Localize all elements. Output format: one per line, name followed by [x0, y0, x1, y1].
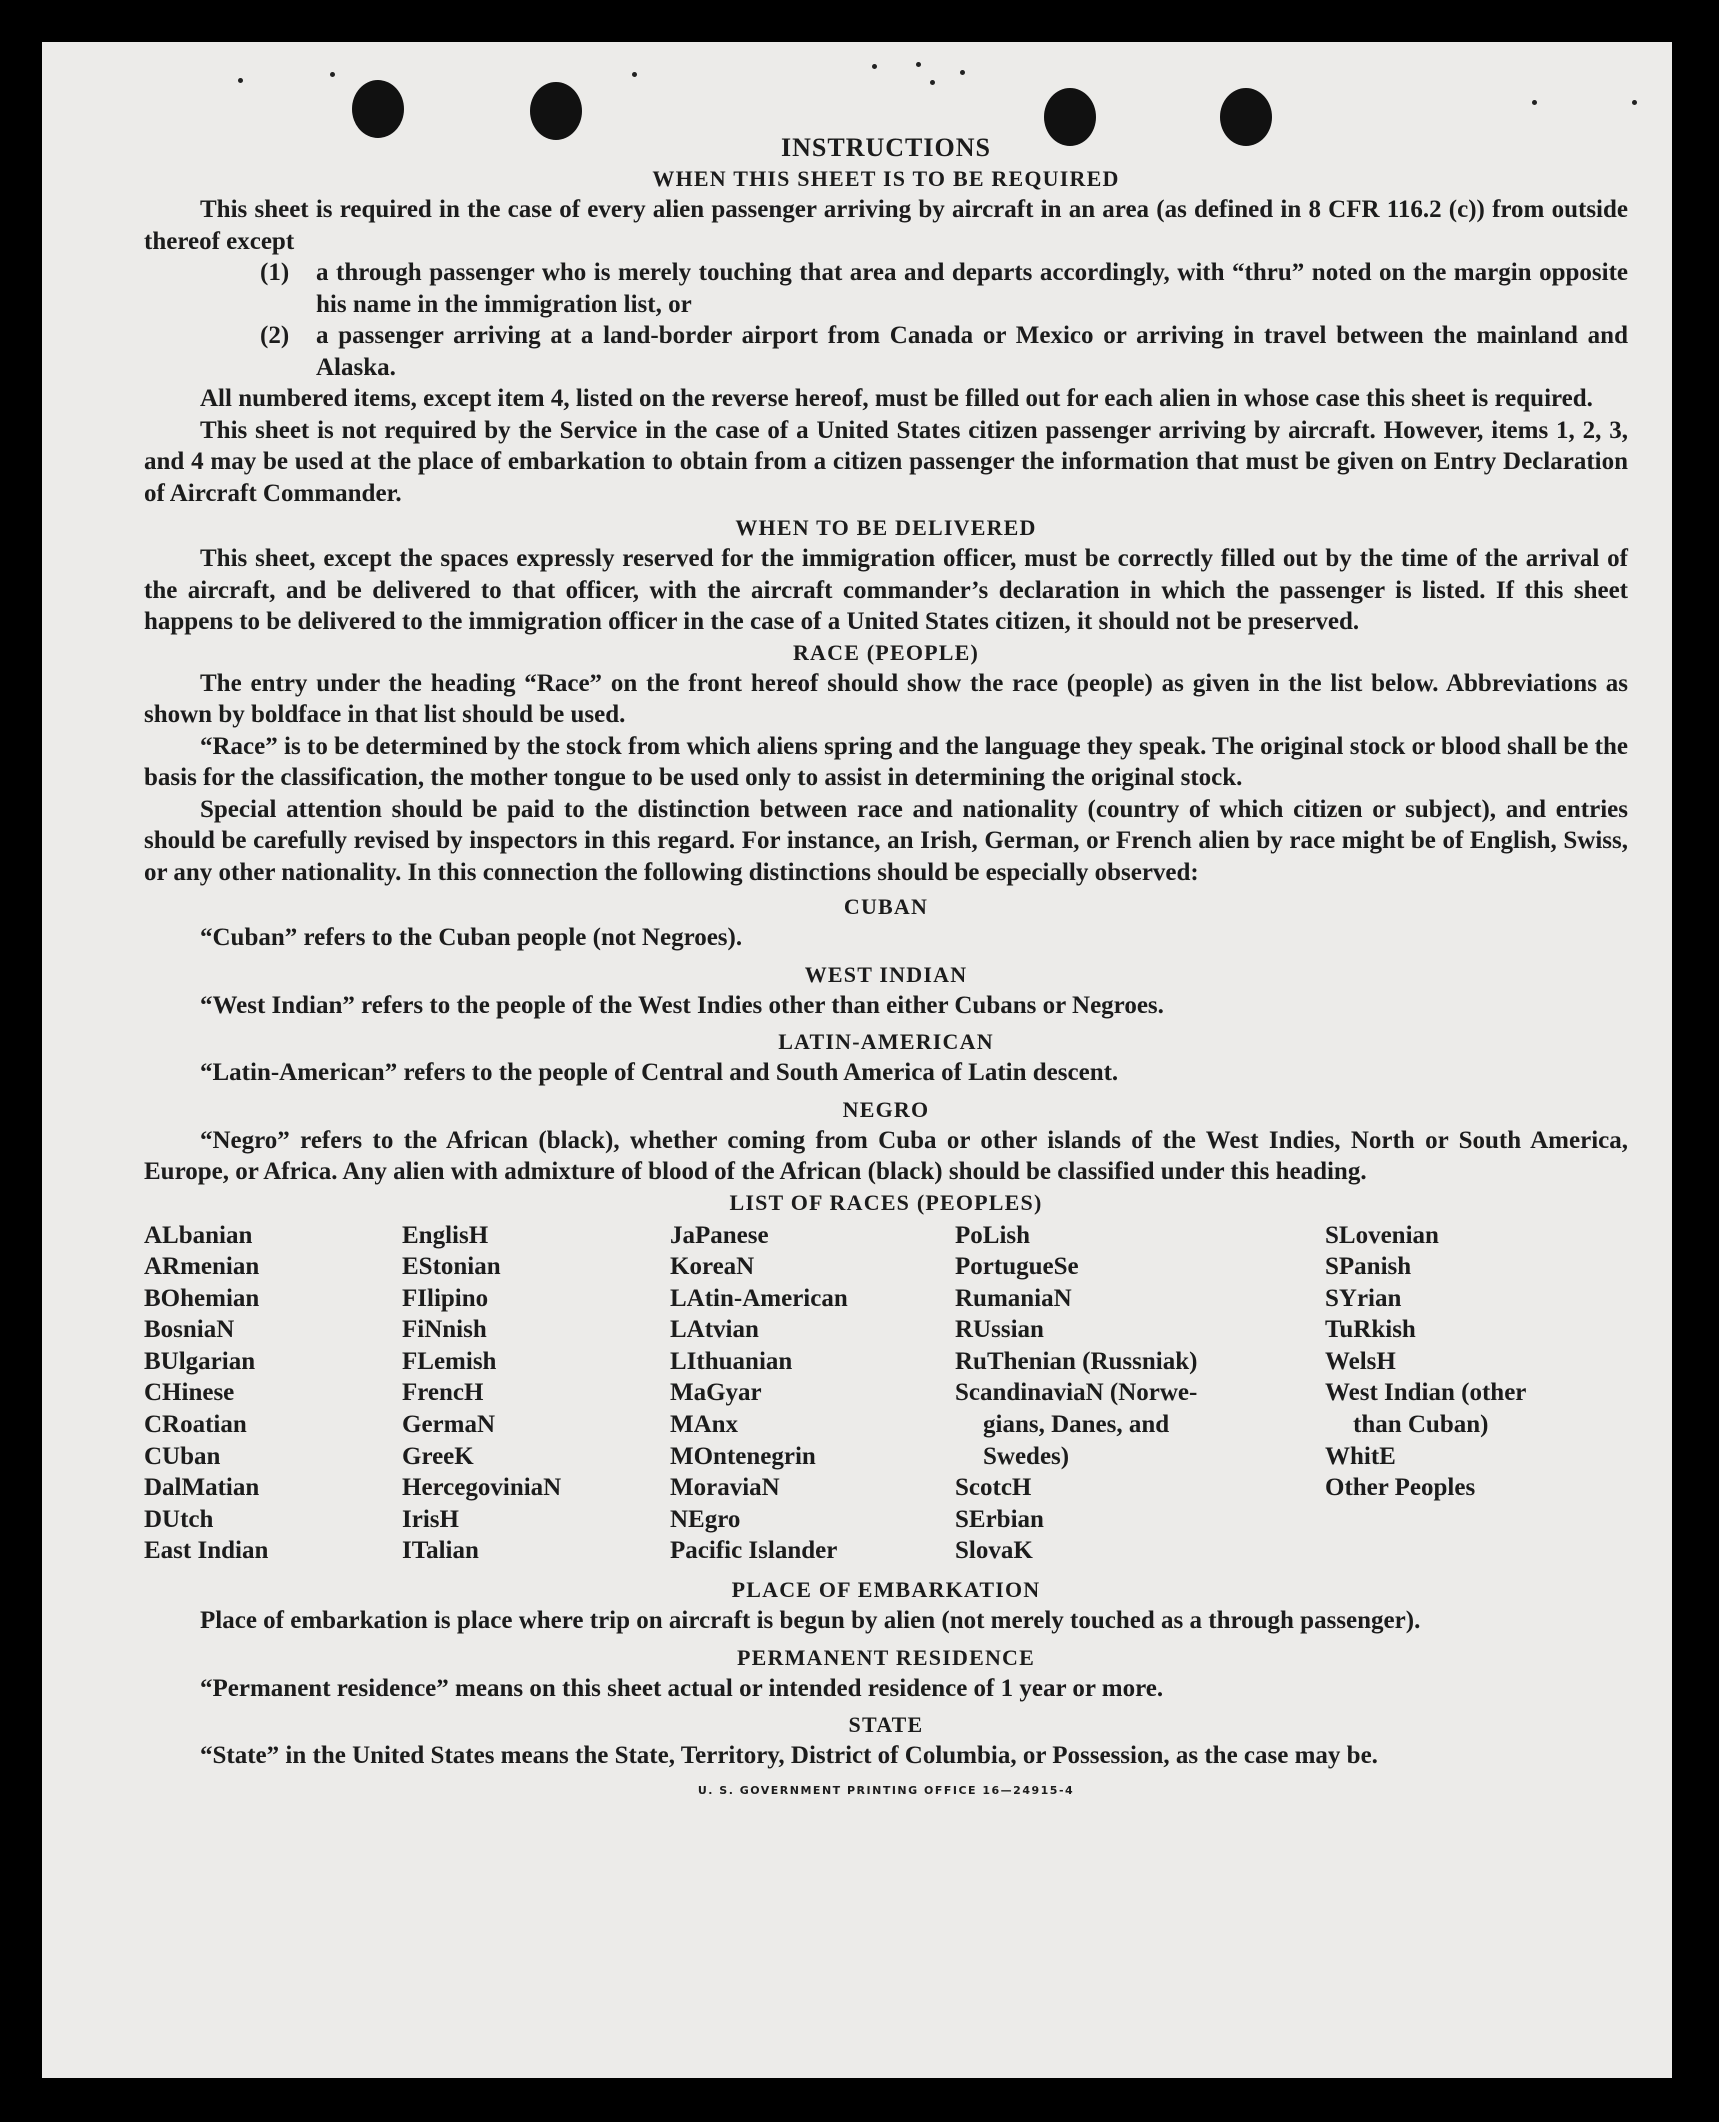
race-entry: HercegoviniaN [402, 1474, 562, 1502]
race-entry: PoLish [955, 1221, 1031, 1249]
race-paragraph-2: “Race” is to be determined by the stock from which aliens spring and the language they speak. The original stock or blood shall be the basis for the classification, the mother tongue to be used only to assist in determining the original stock. [144, 732, 1628, 791]
speck [238, 78, 243, 83]
printing-office-footer: U. S. GOVERNMENT PRINTING OFFICE 16—24915-4 [697, 1783, 1075, 1797]
race-entry: MAnx [670, 1411, 739, 1439]
race-entry: SLovenian [1325, 1221, 1439, 1249]
races-list [144, 1220, 1628, 1568]
race-entry: PortugueSe [955, 1253, 1079, 1281]
race-entry: DalMatian [144, 1474, 260, 1502]
instructions-body [144, 132, 1628, 1797]
west-indian-paragraph: “West Indian” refers to the people of the West Indies other than either Cubans or Negroes. [200, 991, 1164, 1019]
race-entry: SErbian [955, 1505, 1044, 1533]
race-entry: LIthuanian [670, 1347, 793, 1375]
heading-list-of-races: LIST OF RACES (PEOPLES) [729, 1189, 1043, 1215]
speck [330, 72, 335, 77]
race-entry: KoreaN [670, 1253, 755, 1281]
race-entry: ALbanian [144, 1221, 253, 1249]
heading-place-of-embarkation: PLACE OF EMBARKATION [731, 1577, 1041, 1603]
race-entry: East Indian [144, 1537, 269, 1565]
race-entry: FLemish [402, 1347, 497, 1375]
race-entry-continued: gians, Danes, and [983, 1411, 1170, 1439]
races-column-1 [144, 1220, 402, 1568]
heading-race: RACE (PEOPLE) [792, 639, 980, 665]
race-entry: LAtvian [670, 1316, 759, 1344]
race-entry: ScotcH [955, 1474, 1032, 1502]
race-entry: FIlipino [402, 1284, 489, 1312]
speck [916, 62, 921, 67]
when-delivered-paragraph: This sheet, except the spaces expressly reserved for the immigration officer, must be correctly filled out by the time of the arrival of the aircraft, and be delivered to that officer, with the aircraft commander’s declaration in which the passenger is listed. If this sheet happens to be delivered to the immigration officer in the case of a United States citizen, it should not be preserved. [144, 545, 1628, 635]
race-entry: SPanish [1325, 1253, 1412, 1281]
race-entry: EStonian [402, 1253, 501, 1281]
cuban-paragraph: “Cuban” refers to the Cuban people (not Negroes). [200, 924, 743, 951]
exception-number: (2) [260, 322, 290, 349]
heading-negro: NEGRO [842, 1096, 930, 1122]
race-entry: SYrian [1325, 1284, 1402, 1312]
race-entry: ScandinaviaN (Norwe- [955, 1379, 1198, 1407]
race-entry: BOhemian [144, 1284, 260, 1312]
race-entry-continued: Swedes) [983, 1442, 1070, 1470]
speck [1632, 100, 1637, 105]
exception-text: a through passenger who is merely touching that area and departs accordingly, with “thru” noted on the margin opposite his name in the immigration list, or [316, 259, 1628, 318]
heading-west-indian: WEST INDIAN [804, 961, 968, 987]
race-entry: JaPanese [670, 1221, 769, 1249]
race-entry-continued: than Cuban) [1353, 1411, 1489, 1439]
race-entry: SlovaK [955, 1537, 1033, 1565]
races-column-4 [955, 1220, 1325, 1568]
exception-number: (1) [260, 259, 290, 286]
embarkation-paragraph: Place of embarkation is place where trip on aircraft is begun by alien (not merely touched as a through passenger). [200, 1607, 1421, 1635]
speck [1532, 100, 1537, 105]
race-paragraph-1: The entry under the heading “Race” on the front hereof should show the race (people) as given in the list below. Abbreviations as shown by boldface in that list should be used. [144, 669, 1628, 728]
heading-when-delivered: WHEN TO BE DELIVERED [735, 515, 1037, 540]
race-paragraph-3: Special attention should be paid to the distinction between race and nationality (country of which citizen or subject), and entries should be carefully revised by inspectors in this regard. For instance, an Irish, German, or French alien by race might be of English, Swiss, or any other nationality. In this connection the following distinctions should be especially observed: [144, 795, 1628, 886]
race-entry: MOntenegrin [670, 1442, 816, 1470]
race-entry: EnglisH [402, 1221, 489, 1249]
race-entry: BosniaN [144, 1316, 235, 1344]
heading-when-required: WHEN THIS SHEET IS TO BE REQUIRED [652, 166, 1120, 191]
state-paragraph: “State” in the United States means the State, Territory, District of Columbia, or Possession, as the case may be. [200, 1742, 1378, 1770]
heading-state: STATE [848, 1712, 924, 1738]
residence-paragraph: “Permanent residence” means on this sheet actual or intended residence of 1 year or more. [200, 1674, 1164, 1702]
race-entry: TuRkish [1325, 1316, 1416, 1344]
race-entry: Other Peoples [1325, 1474, 1476, 1502]
latin-american-paragraph: “Latin-American” refers to the people of Central and South America of Latin descent. [200, 1059, 1119, 1086]
speck [872, 64, 877, 69]
race-entry: FrencH [402, 1379, 484, 1407]
heading-cuban: CUBAN [843, 894, 929, 919]
citizen-paragraph: This sheet is not required by the Service in the case of a United States citizen passenger arriving by aircraft. However, items 1, 2, 3, and 4 may be used at the place of embarkation to obtain from a citizen passenger the information that must be given on Entry Declaration of Aircraft Commander. [144, 416, 1628, 507]
when-required-intro: This sheet is required in the case of every alien passenger arriving by aircraft in an area (as defined in 8 CFR 116.2 (c)) from outside thereof except [144, 196, 1628, 255]
race-entry: GreeK [402, 1442, 474, 1470]
speck [960, 70, 965, 75]
document-sheet [42, 42, 1672, 2078]
race-entry: FiNnish [402, 1316, 487, 1344]
race-entry: WhitE [1325, 1442, 1396, 1470]
race-entry: Pacific Islander [670, 1537, 838, 1565]
race-entry: GermaN [402, 1411, 496, 1439]
heading-permanent-residence: PERMANENT RESIDENCE [736, 1644, 1036, 1670]
race-entry: RUssian [955, 1316, 1044, 1344]
race-entry: CRoatian [144, 1411, 247, 1439]
races-column-3 [670, 1220, 955, 1568]
race-entry: NEgro [670, 1505, 741, 1533]
races-column-2 [402, 1220, 670, 1568]
heading-latin-american: LATIN-AMERICAN [778, 1029, 994, 1054]
race-entry: IrisH [402, 1505, 459, 1533]
exception-item-1 [144, 257, 1628, 320]
race-entry: RumaniaN [955, 1284, 1072, 1312]
punch-hole-1 [352, 80, 404, 138]
speck [930, 80, 935, 85]
race-entry: MaGyar [670, 1379, 762, 1407]
race-entry: CUban [144, 1442, 221, 1470]
negro-paragraph: “Negro” refers to the African (black), whether coming from Cuba or other islands of the West Indies, North or South America, Europe, or Africa. Any alien with admixture of blood of the African (black) should be classified under this heading. [144, 1126, 1628, 1185]
race-entry: LAtin-American [670, 1284, 848, 1312]
speck [632, 72, 637, 77]
race-entry: WelsH [1325, 1347, 1396, 1375]
race-entry: BUlgarian [144, 1347, 256, 1375]
page-title: INSTRUCTIONS [781, 133, 991, 162]
exception-item-2 [144, 320, 1628, 383]
races-column-5 [1325, 1220, 1625, 1568]
race-entry: West Indian (other [1325, 1379, 1527, 1407]
race-entry: DUtch [144, 1505, 214, 1533]
numbered-items-paragraph: All numbered items, except item 4, listed on the reverse hereof, must be filled out for each alien in whose case this sheet is required. [200, 385, 1593, 412]
race-entry: CHinese [144, 1379, 235, 1407]
race-entry: RuThenian (Russniak) [955, 1347, 1198, 1375]
race-entry: ITalian [402, 1537, 479, 1565]
exception-text: a passenger arriving at a land-border airport from Canada or Mexico or arriving in travel between the mainland and Alaska. [316, 322, 1628, 381]
race-entry: MoraviaN [670, 1474, 780, 1502]
race-entry: ARmenian [144, 1253, 260, 1281]
